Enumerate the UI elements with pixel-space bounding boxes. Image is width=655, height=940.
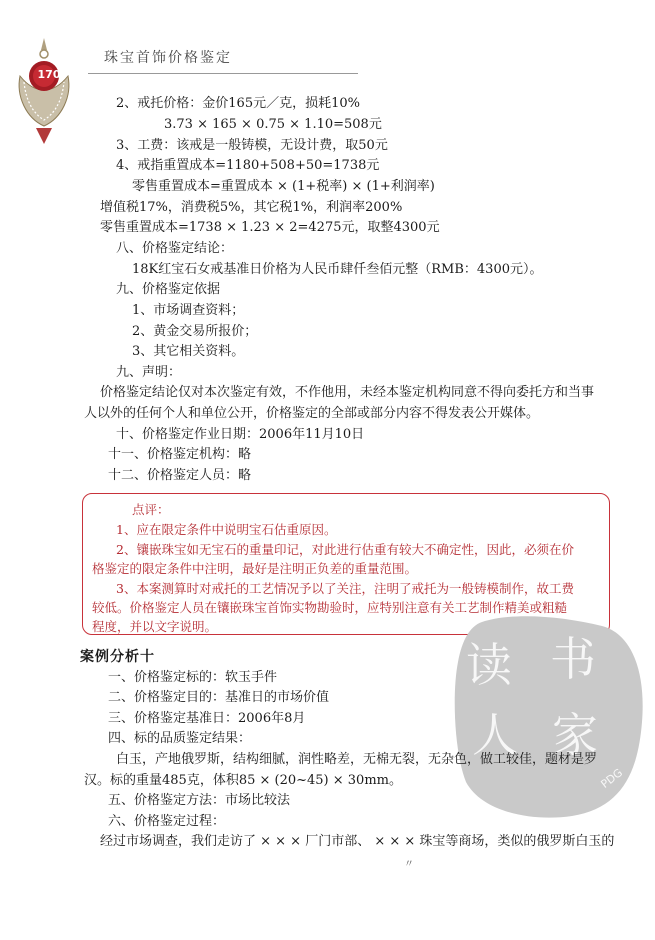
review-note-title: 点评：: [132, 502, 170, 517]
page-header-title: 珠宝首饰价格鉴定: [104, 50, 232, 66]
section-heading: 九、价格鉴定依据: [116, 282, 221, 297]
section-heading: 十、价格鉴定作业日期：2006年11月10日: [116, 427, 365, 442]
text-line: 汉。标的重量485克，体积85 × (20~45) × 30mm。: [84, 773, 402, 788]
seal-char: 书: [550, 632, 596, 686]
text-line: 3.73 × 165 × 0.75 × 1.10=508元: [164, 117, 382, 132]
section-heading: 十二、价格鉴定人员：略: [108, 468, 252, 483]
section-heading: 十一、价格鉴定机构：略: [108, 447, 252, 462]
ornament-pendant-icon: [14, 36, 74, 146]
section-heading: 一、价格鉴定标的：软玉手件: [108, 670, 278, 685]
watermark-pdg-label: PDG: [598, 766, 626, 791]
review-note-line: 格鉴定的限定条件中注明，最好是注明正负差的重量范围。: [92, 561, 418, 576]
text-line: 2、戒托价格：金价165元／克，损耗10%: [116, 96, 360, 111]
stray-mark: 〃: [404, 859, 414, 870]
text-line: 价格鉴定结论仅对本次鉴定有效，不作他用，未经本鉴定机构同意不得向委托方和当事: [100, 385, 595, 400]
section-heading: 九、声明：: [116, 365, 182, 380]
text-line: 经过市场调查，我们走访了 × × × 厂门市部、 × × × 珠宝等商场，类似的俄罗斯白玉的: [100, 834, 615, 849]
text-line: 4、戒指重置成本=1180+508+50=1738元: [116, 158, 380, 173]
section-heading: 八、价格鉴定结论：: [116, 241, 234, 256]
section-heading: 六、价格鉴定过程：: [108, 814, 226, 829]
text-line: 增值税17%，消费税5%，其它税1%，利润率200%: [100, 200, 403, 215]
text-line: 3、工费：该戒是一般铸模，无设计费，取50元: [116, 138, 388, 153]
text-line: 零售重置成本=1738 × 1.23 × 2=4275元，取整4300元: [100, 220, 440, 235]
seal-char: 读: [466, 638, 512, 692]
seal-char: 家: [552, 708, 598, 762]
review-note-line: 较低。价格鉴定人员在镶嵌珠宝首饰实物勘验时，应特别注意有关工艺制作精美或粗糙: [92, 600, 568, 615]
review-note-line: 1、应在限定条件中说明宝石估重原因。: [116, 522, 337, 537]
text-line: 2、黄金交易所报价；: [132, 324, 258, 339]
text-line: 零售重置成本=重置成本 × (1+税率) × (1+利润率): [132, 179, 435, 194]
text-line: 1、市场调查资料；: [132, 303, 245, 318]
review-note-line: 2、镶嵌珠宝如无宝石的重量印记，对此进行估重有较大不确定性，因此，必须在价: [116, 542, 574, 557]
review-note-line: 3、本案测算时对戒托的工艺情况予以了关注，注明了戒托为一般铸模制作，故工费: [116, 581, 574, 596]
review-note-line: 程度，并以文字说明。: [92, 619, 218, 634]
section-heading: 四、标的品质鉴定结果：: [108, 731, 252, 746]
text-line: 白玉，产地俄罗斯，结构细腻，润性略差，无棉无裂，无杂色，做工较佳，题材是罗: [116, 752, 598, 767]
section-heading: 五、价格鉴定方法：市场比较法: [108, 793, 291, 808]
header-divider: [88, 73, 358, 74]
text-line: 18K红宝石女戒基准日价格为人民币肆仟叁佰元整（RMB：4300元）。: [132, 262, 543, 277]
case-title: 案例分析十: [80, 649, 155, 665]
seal-char: 人: [472, 708, 518, 762]
text-line: 3、其它相关资料。: [132, 344, 245, 359]
section-heading: 三、价格鉴定基准日：2006年8月: [108, 711, 306, 726]
section-heading: 二、价格鉴定目的：基准日的市场价值: [108, 690, 330, 705]
page-number: 170: [37, 68, 61, 81]
text-line: 人以外的任何个人和单位公开，价格鉴定的全部或部分内容不得发表公开媒体。: [84, 406, 540, 421]
